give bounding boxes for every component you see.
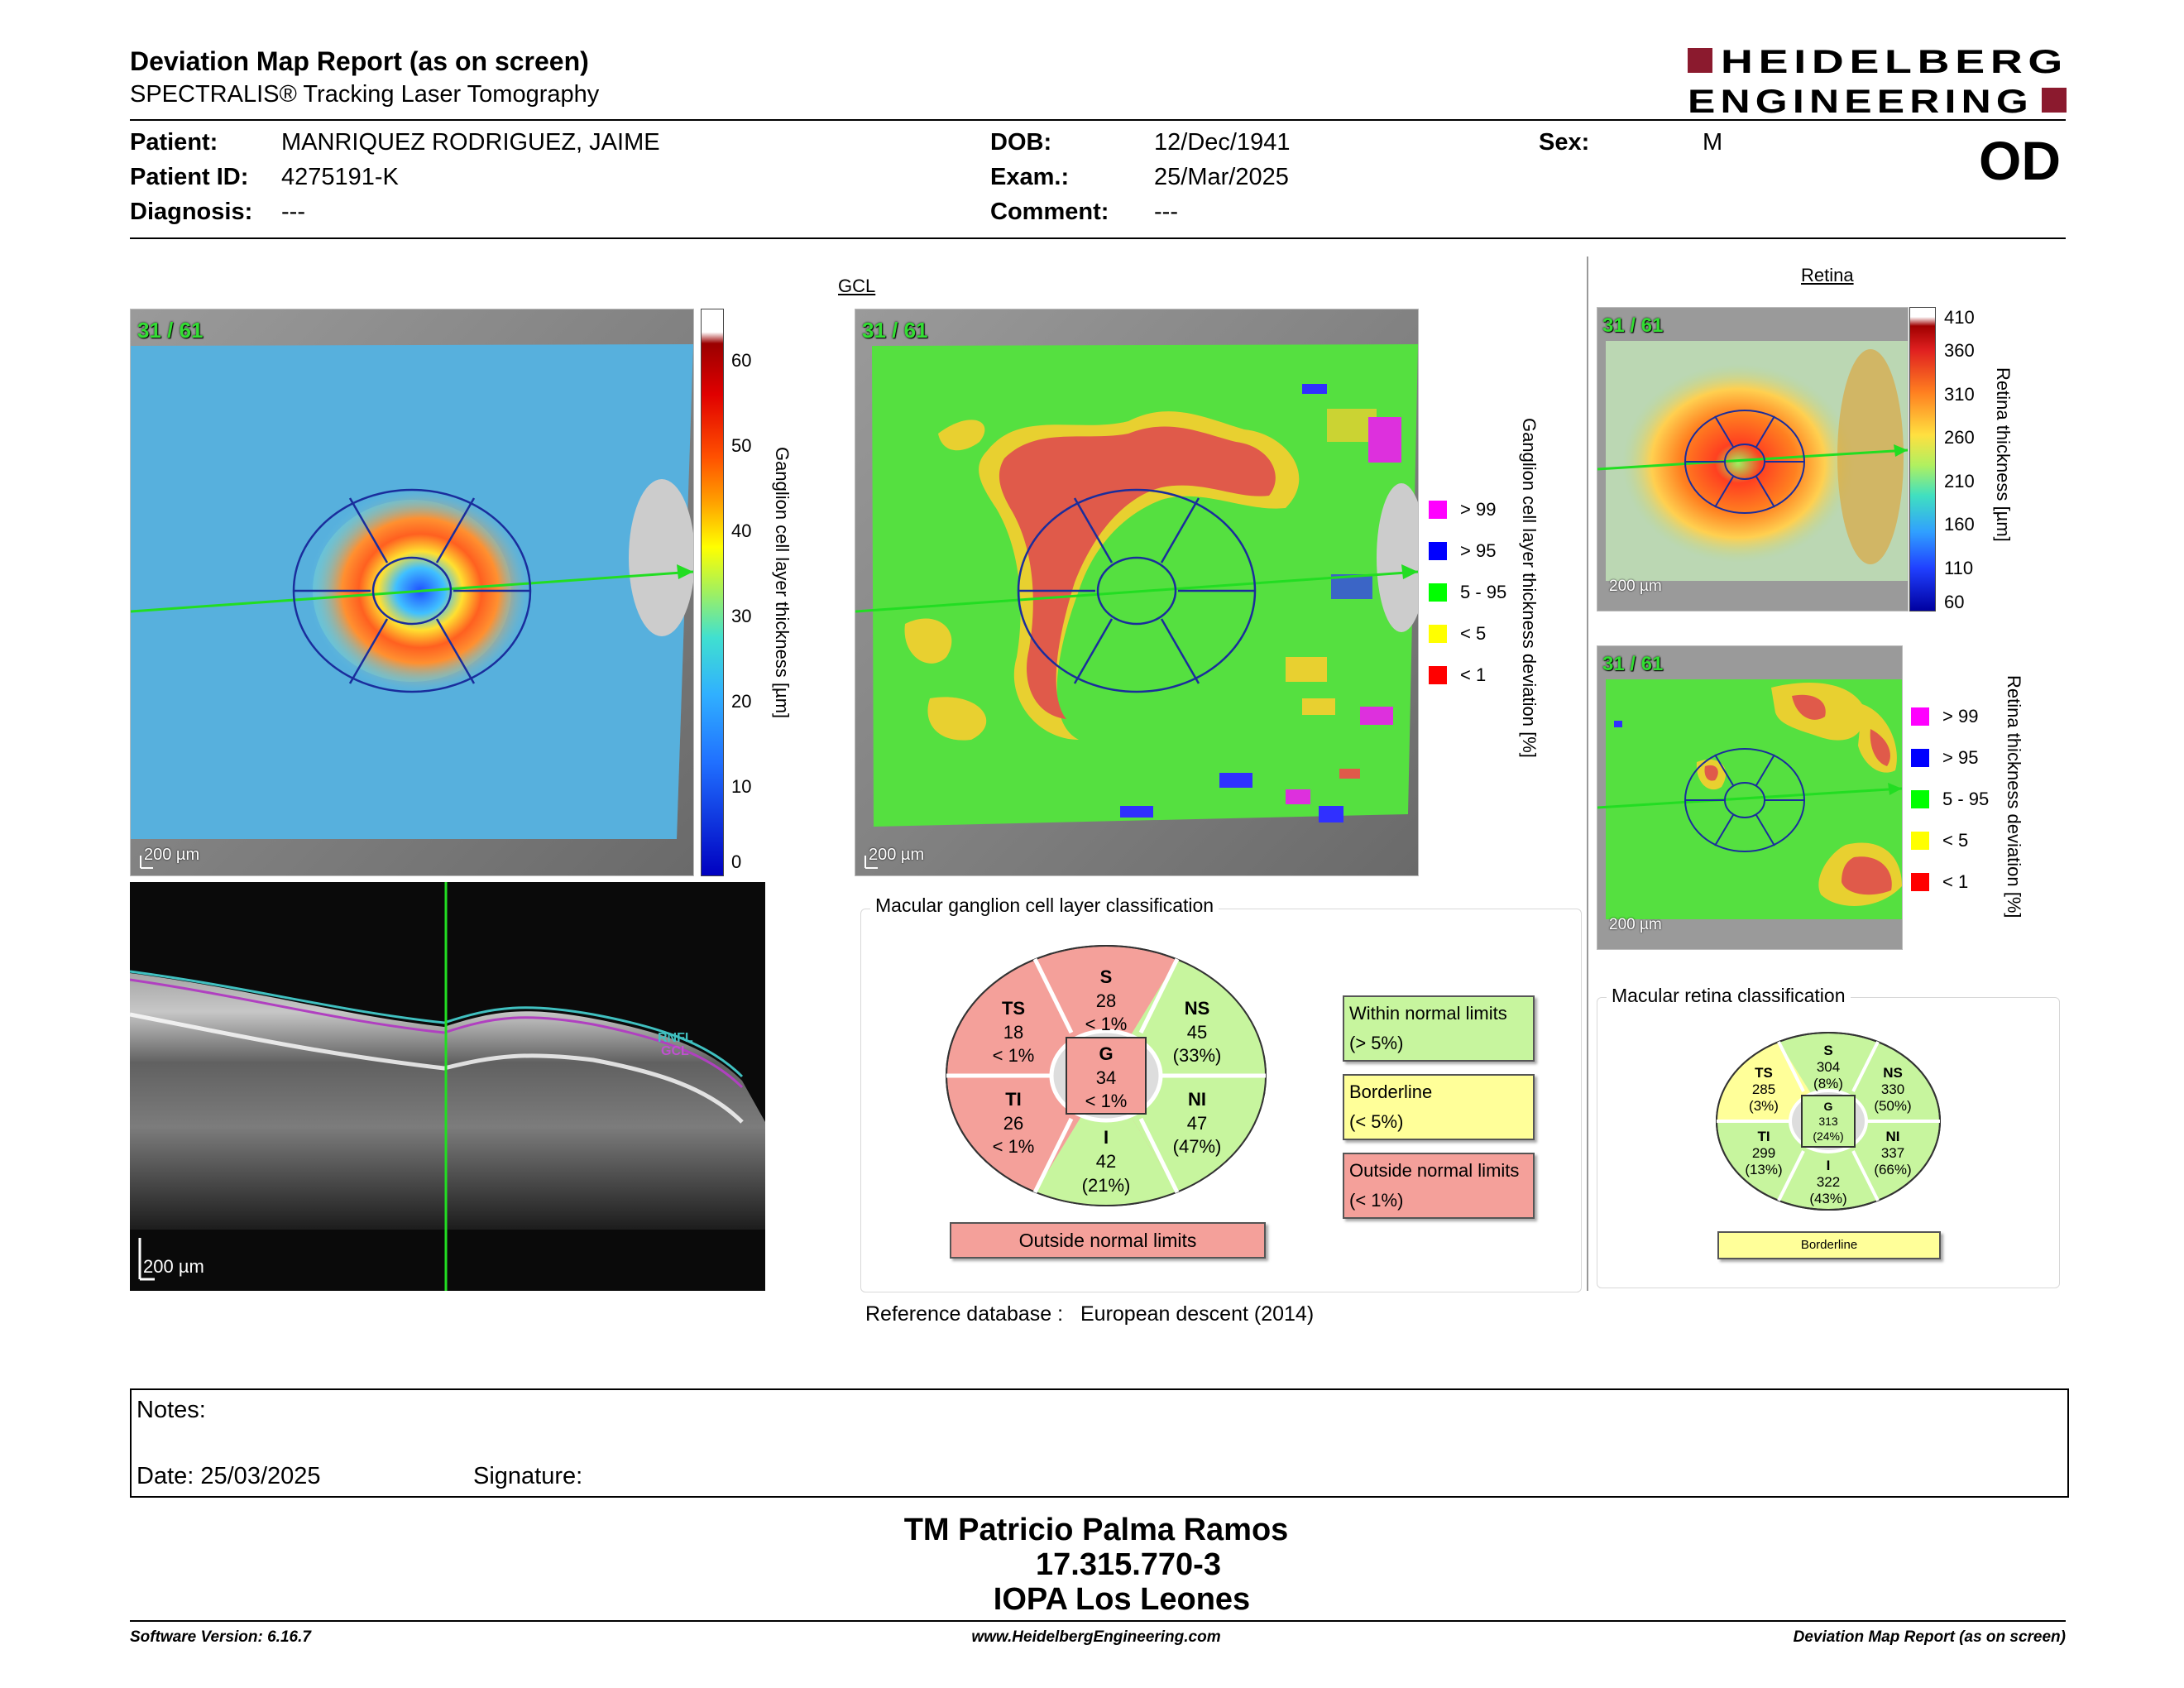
patient-name: MANRIQUEZ RODRIGUEZ, JAIME <box>281 129 660 156</box>
patient-label: Patient: <box>130 129 218 156</box>
ret-sector-ti-pct: (13%) <box>1745 1162 1783 1177</box>
ret-sector-g-pct: (24%) <box>1813 1129 1844 1143</box>
signer-org: IOPA Los Leones <box>993 1582 1251 1617</box>
sector-ti-pct: < 1% <box>992 1136 1035 1157</box>
eye-indicator: OD <box>1979 130 2061 191</box>
legend-swatch <box>1911 790 1929 808</box>
legend-within-normal <box>1343 995 1535 1062</box>
signature-label: Signature: <box>473 1463 583 1489</box>
tick: 30 <box>731 606 752 626</box>
ret-sector-s-name: S <box>1823 1043 1833 1058</box>
tick: 50 <box>731 435 752 456</box>
sector-ts-name: TS <box>1001 998 1026 1019</box>
legend-swatch <box>1911 749 1929 767</box>
legend-label: < 5 <box>1942 830 1969 851</box>
ret-sector-ns-name: NS <box>1883 1065 1903 1081</box>
header-rule <box>130 119 2066 121</box>
gcl-classification-title: Macular ganglion cell layer classification <box>870 894 1219 917</box>
tick: 0 <box>731 851 742 872</box>
ret-sector-i-name: I <box>1826 1158 1831 1173</box>
patient-id: 4275191-K <box>281 164 399 190</box>
legend-swatch <box>1429 542 1447 560</box>
legend-outside-normal <box>1343 1153 1535 1219</box>
frame-badge: 31 / 61 <box>862 318 928 343</box>
retina-sector-diagram <box>1714 1029 1946 1213</box>
tick: 210 <box>1944 471 1975 492</box>
report-title: Deviation Map Report (as on screen) <box>130 46 589 76</box>
logo-line2: ENGINEERING <box>1688 84 2033 117</box>
notes-box[interactable] <box>130 1388 2069 1498</box>
sector-s-pct: < 1% <box>1085 1014 1128 1034</box>
legend-swatch <box>1429 501 1447 519</box>
retina-deviation-axis-label: Retina thickness deviation [%] <box>2004 675 2024 918</box>
ret-sector-s-value: 304 <box>1816 1059 1841 1075</box>
gcl-thickness-colorbar <box>701 309 724 876</box>
signer-name: TM Patricio Palma Ramos <box>903 1513 1289 1547</box>
legend-within-line1: Within normal limits <box>1349 1003 1507 1024</box>
sector-i-pct: (21%) <box>1081 1175 1131 1196</box>
legend-label: > 95 <box>1460 540 1497 561</box>
retina-thickness-colorbar <box>1909 307 1936 611</box>
legend-swatch <box>1911 832 1929 850</box>
tick: 310 <box>1944 384 1975 405</box>
legend-swatch <box>1429 666 1447 684</box>
legend-swatch <box>1429 625 1447 643</box>
legend-label: 5 - 95 <box>1460 582 1507 602</box>
comment-label: Comment: <box>990 199 1109 225</box>
tick: 160 <box>1944 514 1975 535</box>
gcl-header: GCL <box>838 276 876 296</box>
legend-label: < 5 <box>1460 623 1487 644</box>
frame-badge: 31 / 61 <box>137 318 204 343</box>
tick: 260 <box>1944 427 1975 448</box>
sector-ts-value: 18 <box>1003 1022 1024 1043</box>
legend-label: < 1 <box>1942 871 1969 892</box>
ret-sector-ti-name: TI <box>1757 1129 1770 1144</box>
sector-ts-pct: < 1% <box>992 1045 1035 1066</box>
sex-value: M <box>1703 129 1723 156</box>
exam-value: 25/Mar/2025 <box>1154 164 1289 190</box>
gcl-deviation-map <box>855 309 1419 876</box>
report-subtitle: SPECTRALIS® Tracking Laser Tomography <box>130 81 600 108</box>
diagnosis-label: Diagnosis: <box>130 199 253 225</box>
sector-g-name: G <box>1099 1043 1114 1064</box>
sex-label: Sex: <box>1539 129 1590 156</box>
signer-id: 17.315.770-3 <box>1036 1547 1221 1582</box>
oct-layer-label: RNFL <box>658 1031 693 1045</box>
ret-sector-s-pct: (8%) <box>1813 1076 1843 1091</box>
gcl-sector-diagram <box>943 942 1274 1210</box>
legend-outside-line2: (< 1%) <box>1349 1190 1404 1211</box>
exam-label: Exam.: <box>990 164 1070 190</box>
sector-s-value: 28 <box>1095 990 1117 1011</box>
sector-i-value: 42 <box>1095 1151 1117 1172</box>
ret-sector-ts-value: 285 <box>1751 1081 1776 1097</box>
sector-ni-pct: (47%) <box>1172 1136 1222 1157</box>
ret-sector-ni-value: 337 <box>1880 1145 1905 1161</box>
legend-borderline-line2: (< 5%) <box>1349 1111 1404 1132</box>
legend-within-line2: (> 5%) <box>1349 1033 1404 1053</box>
ret-sector-ns-pct: (50%) <box>1874 1098 1912 1114</box>
sector-ns-pct: (33%) <box>1172 1045 1222 1066</box>
legend-outside-line1: Outside normal limits <box>1349 1160 1520 1181</box>
heidelberg-logo <box>1688 45 2068 117</box>
ret-sector-ns-value: 330 <box>1880 1081 1905 1097</box>
ret-sector-ts-name: TS <box>1755 1065 1773 1081</box>
gcl-thickness-map <box>130 309 694 876</box>
oct-layer-label: GCL <box>661 1044 689 1058</box>
ret-sector-ti-value: 299 <box>1751 1145 1776 1161</box>
legend-swatch <box>1911 873 1929 891</box>
tick: 60 <box>731 350 752 371</box>
tick: 360 <box>1944 340 1975 361</box>
tick: 20 <box>731 691 752 712</box>
reference-database-label: Reference database : <box>865 1302 1064 1326</box>
legend-label: > 95 <box>1942 747 1979 768</box>
sector-i-name: I <box>1103 1127 1109 1148</box>
dob-label: DOB: <box>990 129 1052 156</box>
scale-label: 200 µm <box>1609 578 1662 595</box>
sector-ni-value: 47 <box>1186 1113 1208 1134</box>
dob-value: 12/Dec/1941 <box>1154 129 1291 156</box>
legend-label: < 1 <box>1460 664 1487 685</box>
comment-value: --- <box>1154 199 1178 225</box>
sector-g-pct: < 1% <box>1085 1091 1128 1111</box>
sector-ns-value: 45 <box>1186 1022 1208 1043</box>
retina-deviation-map <box>1597 645 1903 950</box>
sector-g-value: 34 <box>1095 1067 1117 1088</box>
legend-label: 5 - 95 <box>1942 789 1990 809</box>
footer-rule <box>130 1620 2066 1622</box>
scale-label: 200 µm <box>869 846 925 864</box>
gcl-deviation-axis-label: Ganglion cell layer thickness deviation [%] <box>1519 418 1540 758</box>
tick: 110 <box>1944 558 1974 578</box>
retina-thickness-map <box>1597 307 1909 611</box>
footer-url[interactable]: www.HeidelbergEngineering.com <box>971 1628 1221 1646</box>
tick: 10 <box>731 776 752 797</box>
gcl-thickness-axis-label: Ganglion cell layer thickness [µm] <box>772 447 793 719</box>
software-version: Software Version: 6.16.7 <box>130 1628 311 1646</box>
legend-borderline-line1: Borderline <box>1349 1081 1433 1102</box>
tick: 40 <box>731 520 752 541</box>
legend-label: > 99 <box>1942 706 1979 727</box>
ret-sector-g-name: G <box>1823 1100 1833 1113</box>
optic-disc <box>629 479 693 636</box>
ret-sector-ni-pct: (66%) <box>1874 1162 1912 1177</box>
reference-database-value: European descent (2014) <box>1080 1302 1315 1326</box>
patient-id-label: Patient ID: <box>130 164 249 190</box>
legend-swatch <box>1429 583 1447 602</box>
sector-ni-name: NI <box>1188 1089 1206 1110</box>
ret-sector-g-value: 313 <box>1818 1115 1838 1128</box>
retina-result-badge: Borderline <box>1717 1231 1941 1259</box>
ret-sector-ts-pct: (3%) <box>1749 1098 1779 1114</box>
footer-report-name: Deviation Map Report (as on screen) <box>1793 1628 2066 1646</box>
retina-classification-title: Macular retina classification <box>1607 985 1851 1007</box>
sector-ti-value: 26 <box>1003 1113 1024 1134</box>
tick: 60 <box>1944 592 1965 612</box>
section-divider <box>1587 257 1588 1291</box>
sector-ns-name: NS <box>1184 998 1210 1019</box>
gcl-result-badge: Outside normal limits <box>950 1222 1266 1259</box>
notes-date: Date: 25/03/2025 <box>136 1463 321 1489</box>
scale-label: 200 µm <box>1609 916 1662 933</box>
ret-sector-i-value: 322 <box>1816 1174 1841 1190</box>
tick: 410 <box>1944 307 1975 328</box>
legend-swatch <box>1911 707 1929 726</box>
sector-ti-name: TI <box>1005 1089 1022 1110</box>
oct-bscan <box>130 882 765 1291</box>
ret-sector-ni-name: NI <box>1885 1129 1900 1144</box>
patient-rule <box>130 237 2066 239</box>
diagnosis-value: --- <box>281 199 305 225</box>
sector-s-name: S <box>1099 966 1113 987</box>
frame-badge: 31 / 61 <box>1602 314 1664 337</box>
logo-line1: HEIDELBERG <box>1721 45 2068 80</box>
scale-label: 200 µm <box>143 1256 204 1277</box>
ret-sector-i-pct: (43%) <box>1809 1191 1847 1206</box>
retina-header: Retina <box>1801 265 1854 285</box>
legend-label: > 99 <box>1460 499 1497 520</box>
notes-label: Notes: <box>136 1397 206 1423</box>
retina-thickness-axis-label: Retina thickness [µm] <box>1993 367 2014 542</box>
legend-borderline <box>1343 1074 1535 1140</box>
frame-badge: 31 / 61 <box>1602 653 1664 675</box>
scale-label: 200 µm <box>144 846 200 864</box>
